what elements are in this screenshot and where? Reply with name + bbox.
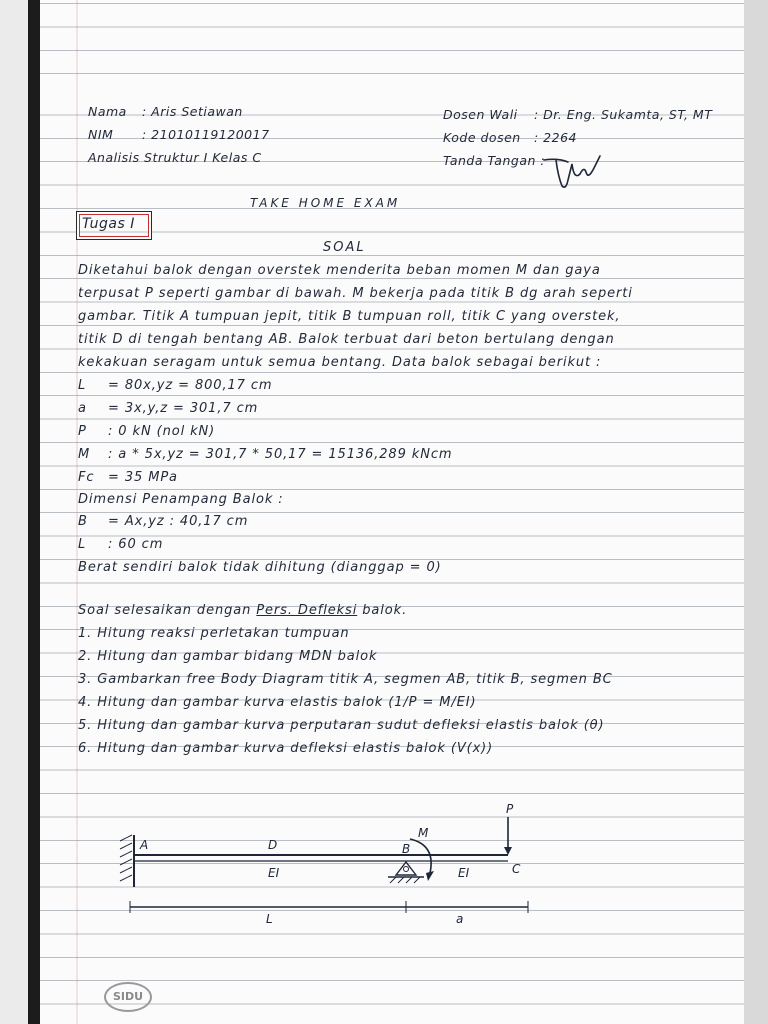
signature (538, 150, 608, 192)
label-p: P (506, 802, 514, 816)
dimensi-value: : 60 cm (108, 537, 164, 552)
intro-line: titik D di tengah bentang AB. Balok terbuat dari beton bertulang dengan (78, 332, 615, 347)
task-item: 6. Hitung dan gambar kurva defleksi elastis balok (V(x)) (78, 741, 494, 756)
data-value: = 35 MPa (108, 470, 178, 485)
exam-title: TAKE HOME EXAM (250, 196, 401, 210)
label-d: D (268, 838, 278, 852)
notebook-logo: SIDU (104, 982, 152, 1012)
data-value: = 3x,y,z = 301,7 cm (108, 401, 259, 416)
dosen-value: : Dr. Eng. Sukamta, ST, MT (534, 107, 713, 122)
data-symbol: P (78, 424, 87, 439)
task-item: 3. Gambarkan free Body Diagram titik A, segmen AB, titik B, segmen BC (78, 672, 613, 687)
nim-label: NIM (88, 127, 114, 142)
page-margin-line (76, 0, 78, 1024)
task-item: 1. Hitung reaksi perletakan tumpuan (78, 626, 350, 641)
beam-diagram (110, 795, 550, 935)
soal-heading: SOAL (323, 240, 366, 255)
intro-line: Diketahui balok dengan overstek menderita beban momen M dan gaya (78, 263, 601, 278)
dimension-line (130, 901, 528, 913)
data-symbol: L (78, 378, 87, 393)
fixed-support-icon (120, 835, 134, 887)
intro-line: terpusat P seperti gambar di bawah. M bekerja pada titik B dg arah seperti (78, 286, 633, 301)
tugas-label: Tugas I (82, 216, 135, 232)
point-load-arrow-icon (504, 817, 512, 855)
nim-value: : 21010119120017 (142, 127, 270, 142)
data-symbol: Fc (78, 470, 95, 485)
dosen-label: Dosen Wali (443, 107, 518, 122)
task-item: 4. Hitung dan gambar kurva elastis balok (1/P = M/EI) (78, 695, 477, 710)
intro-line: kekakuan seragam untuk semua bentang. Data balok sebagai berikut : (78, 355, 602, 370)
intro-line: gambar. Titik A tumpuan jepit, titik B tumpuan roll, titik C yang overstek, (78, 309, 621, 324)
soal-intro-underlined: Pers. Defleksi (256, 603, 358, 618)
nama-label: Nama (88, 104, 127, 119)
data-symbol: M (78, 447, 91, 462)
page-edge (744, 0, 768, 1024)
course-name: Analisis Struktur I Kelas C (88, 150, 262, 165)
label-ei-bc: EI (458, 866, 470, 880)
soal-intro (78, 603, 407, 618)
dimensi-symbol: B (78, 514, 88, 529)
berat-line: Berat sendiri balok tidak dihitung (dianggap = 0) (78, 560, 442, 575)
data-symbol: a (78, 401, 87, 416)
label-b: B (402, 842, 411, 856)
soal-intro-pre: Soal selesaikan dengan (78, 603, 257, 618)
label-c: C (512, 862, 521, 876)
notebook-binding (28, 0, 40, 1024)
label-a: A (140, 838, 149, 852)
data-value: : 0 kN (nol kN) (108, 424, 216, 439)
beam (134, 855, 508, 861)
label-span-l: L (266, 912, 273, 926)
task-item: 2. Hitung dan gambar bidang MDN balok (78, 649, 378, 664)
soal-intro-post: balok. (357, 603, 408, 618)
dimensi-value: = Ax,yz : 40,17 cm (108, 514, 249, 529)
nama-value: : Aris Setiawan (142, 104, 243, 119)
data-value: = 80x,yz = 800,17 cm (108, 378, 273, 393)
kode-value: : 2264 (534, 130, 577, 145)
dimensi-heading: Dimensi Penampang Balok : (78, 492, 284, 507)
roller-support-icon (388, 862, 424, 883)
dimensi-symbol: L (78, 537, 87, 552)
kode-label: Kode dosen (443, 130, 521, 145)
label-span-a: a (456, 912, 464, 926)
label-ei-ab: EI (268, 866, 280, 880)
label-m: M (418, 826, 429, 840)
data-value: : a * 5x,yz = 301,7 * 50,17 = 15136,289 kNcm (108, 447, 453, 462)
task-item: 5. Hitung dan gambar kurva perputaran sudut defleksi elastis balok (θ) (78, 718, 605, 733)
ttd-label: Tanda Tangan : (443, 153, 546, 168)
